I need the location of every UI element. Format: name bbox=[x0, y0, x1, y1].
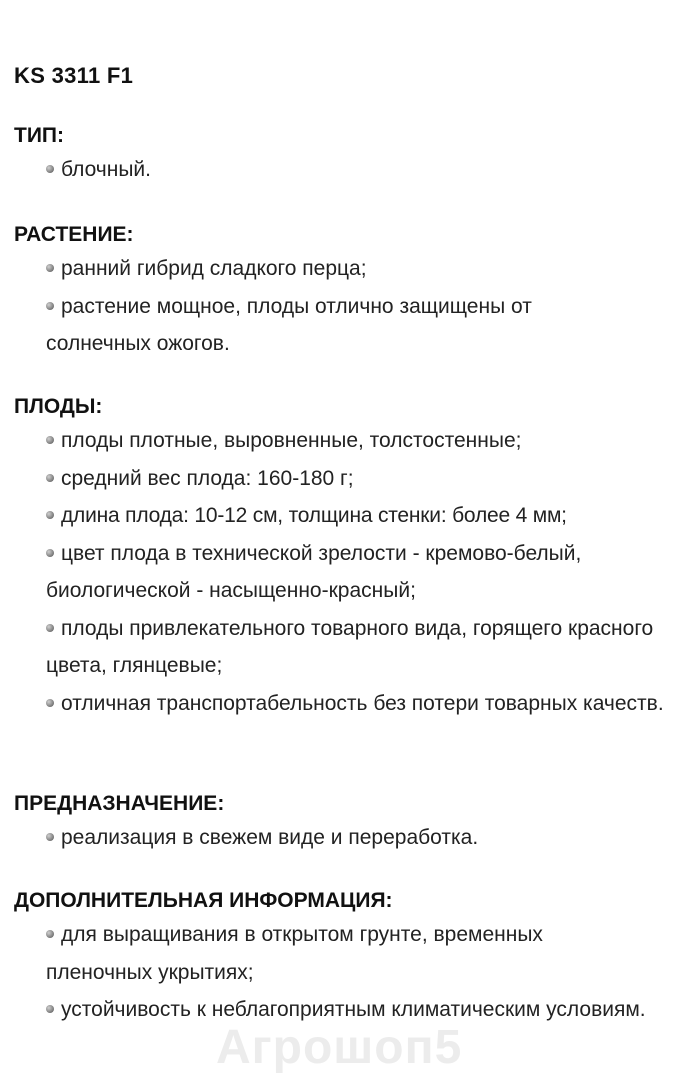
item-list bbox=[0, 819, 695, 857]
section-heading: РАСТЕНИЕ: bbox=[14, 223, 134, 246]
list-item: устойчивость к неблагоприятным климатическим условиям. bbox=[0, 991, 695, 1029]
section-type bbox=[0, 121, 695, 189]
bullet-icon bbox=[46, 302, 54, 310]
bullet-icon bbox=[46, 264, 54, 272]
section-heading: ТИП: bbox=[14, 124, 65, 147]
list-item: длина плода: 10-12 см, толщина стенки: более 4 мм; bbox=[0, 497, 695, 535]
section-fruits bbox=[0, 392, 695, 722]
list-item: плоды привлекательного товарного вида, горящего красного цвета, глянцевые; bbox=[46, 616, 654, 677]
item-list bbox=[0, 151, 695, 189]
section-heading: ДОПОЛНИТЕЛЬНАЯ ИНФОРМАЦИЯ: bbox=[14, 889, 393, 912]
section-additional-info bbox=[0, 886, 695, 1029]
item-list bbox=[0, 250, 695, 363]
bullet-icon bbox=[46, 549, 54, 557]
bullet-icon bbox=[46, 165, 54, 173]
bullet-icon bbox=[46, 1005, 54, 1013]
list-item: реализация в свежем виде и переработка. bbox=[0, 819, 695, 857]
section-heading: ПЛОДЫ: bbox=[14, 395, 103, 418]
bullet-icon bbox=[46, 474, 54, 482]
list-item: средний вес плода: 160-180 г; bbox=[0, 460, 695, 498]
item-list bbox=[0, 916, 695, 1029]
list-item: плоды плотные, выровненные, толстостенные; bbox=[0, 422, 695, 460]
bullet-icon bbox=[46, 833, 54, 841]
list-item: для выращивания в открытом грунте, временных пленочных укрытиях; bbox=[46, 923, 543, 984]
bullet-icon bbox=[46, 511, 54, 519]
list-item: отличная транспортабельность без потери товарных качеств. bbox=[0, 685, 695, 723]
bullet-icon bbox=[46, 436, 54, 444]
bullet-icon bbox=[46, 930, 54, 938]
section-heading: ПРЕДНАЗНАЧЕНИЕ: bbox=[14, 792, 225, 815]
list-item: растение мощное, плоды отлично защищены от солнечных ожогов. bbox=[46, 294, 532, 355]
list-item: блочный. bbox=[0, 151, 695, 189]
section-plant bbox=[0, 220, 695, 363]
list-item: ранний гибрид сладкого перца; bbox=[0, 250, 695, 288]
product-title: KS 3311 F1 bbox=[14, 63, 134, 88]
watermark: Агрошоп5 bbox=[216, 1021, 463, 1074]
bullet-icon bbox=[46, 624, 54, 632]
section-purpose bbox=[0, 789, 695, 857]
item-list bbox=[0, 422, 695, 722]
bullet-icon bbox=[46, 699, 54, 707]
list-item: цвет плода в технической зрелости - кремово-белый, биологической - насыщенно-красный; bbox=[46, 541, 582, 602]
